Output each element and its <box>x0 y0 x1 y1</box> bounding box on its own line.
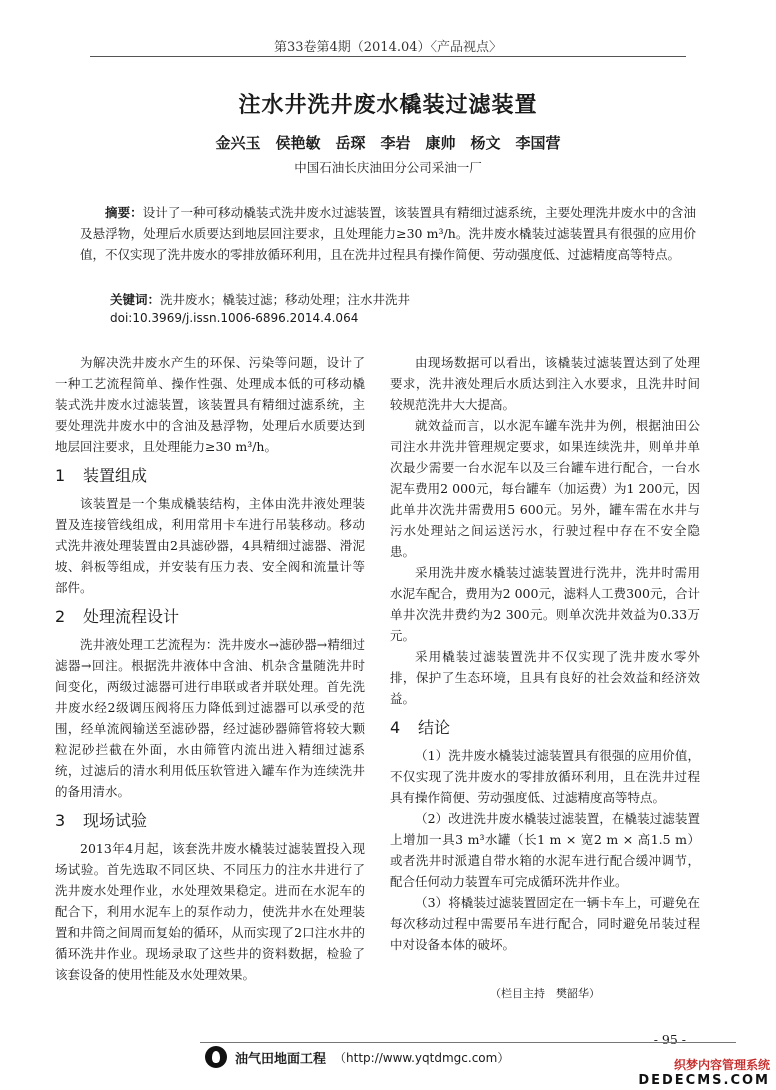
section-4-title: 结论 <box>418 718 451 737</box>
section-3-number: 3 <box>55 811 66 830</box>
section-3-paragraph: 2013年4月起，该套洗井废水橇装过滤装置投入现场试验。首先选取不同区块、不同压力的注水井进行了洗井废水处理作业，水处理效果稳定。进而在水泥车的配合下，利用水泥车上的泵作动力，使洗井水在处理装置和井筒之间周而复始的循环，从而实现了2口注水井的循环洗井作业。现场录取了这些井的资料数据，检验了该套设备的使用性能及水处理效果。 <box>55 841 365 982</box>
journal-logo-icon <box>205 1046 227 1068</box>
section-2-number: 2 <box>55 607 66 626</box>
column-editor: （栏目主持 樊韶华） <box>490 987 600 1000</box>
benefit-paragraph-3: 采用橇装过滤装置洗井不仅实现了洗井废水零外排，保护了生态环境，且具有良好的社会效益和经济效益。 <box>390 649 700 706</box>
section-1-title: 装置组成 <box>83 466 148 485</box>
section-2-heading <box>55 606 365 628</box>
journal-url: （http://www.yqtdmgc.com） <box>334 1050 510 1065</box>
section-1-number: 1 <box>55 466 66 485</box>
section-2-title: 处理流程设计 <box>83 607 180 626</box>
doi: doi:10.3969/j.issn.1006-6896.2014.4.064 <box>110 311 359 325</box>
intro-paragraph: 为解决洗井废水产生的环保、污染等问题，设计了一种工艺流程简单、操作性强、处理成本低的可移动橇装式洗井废水过滤装置，该装置具有精细过滤系统，主要处理洗井废水中的含油及悬浮物，处理后水质要达到地层回注要求，且处理能力≥30 m³/h。 <box>55 355 365 454</box>
keywords-text: 洗井废水；橇装过滤；移动处理；注水井洗井 <box>160 292 411 307</box>
abstract-text: 设计了一种可移动橇装式洗井废水过滤装置，该装置具有精细过滤系统，主要处理洗井废水中的含油及悬浮物，处理后水质要达到地层回注要求，且处理能力≥30 m³/h。洗井废水橇装过滤装置具有很强的应用价值，不仅实现了洗井废水的零排放循环利用，且在洗井过程具有操作简便、劳动强度低、过滤精度高等特点。 <box>80 205 696 262</box>
section-3-heading <box>55 810 365 832</box>
section-3-title: 现场试验 <box>83 811 148 830</box>
affiliation: 中国石油长庆油田分公司采油一厂 <box>294 160 482 175</box>
benefit-paragraph-1: 就效益而言，以水泥车罐车洗井为例，根据油田公司注水井洗井管理规定要求，如果连续洗井，则单井单次最少需要一台水泥车以及三台罐车进行配合，一台水泥车费用2 000元，每台罐车（加运费）为1 200元，因此单井次洗井需费用5 600元。另外，罐车需在水井与污水处理站之间运送污水，行驶过程中存在不安全隐患。 <box>390 418 700 559</box>
right-column <box>390 352 700 1004</box>
footer <box>205 1046 509 1068</box>
results-paragraph: 由现场数据可以看出，该橇装过滤装置达到了处理要求，洗井液处理后水质达到注入水要求，且洗井时间较规范洗井大大提高。 <box>390 355 700 412</box>
page-number: - 95 - <box>653 1032 686 1047</box>
left-column <box>55 352 365 985</box>
conclusion-1: （1）洗井废水橇装过滤装置具有很强的应用价值，不仅实现了洗井废水的零排放循环利用，且在洗井过程具有操作简便、劳动强度低、过滤精度高等特点。 <box>390 748 700 805</box>
watermark <box>638 1056 770 1088</box>
header-rule <box>90 56 686 57</box>
section-4-heading <box>390 717 700 739</box>
section-1-paragraph: 该装置是一个集成橇装结构，主体由洗井液处理装置及连接管线组成，利用常用卡车进行吊装移动。移动式洗井液处理装置由2具滤砂器，4具精细过滤器、滑泥坡、斜板等组成，并安装有压力表、安全阀和流量计等部件。 <box>55 496 365 595</box>
footer-rule <box>200 1042 736 1043</box>
running-head: 第33卷第4期（2014.04）〈产品视点〉 <box>273 40 503 55</box>
abstract-label: 摘要： <box>105 205 143 220</box>
watermark-line-2: DEDECMS.COM <box>638 1073 770 1088</box>
section-2-paragraph: 洗井液处理工艺流程为：洗井废水→滤砂器→精细过滤器→回注。根据洗井液体中含油、机杂含量随洗井时间变化，两级过滤器可进行串联或者并联处理。首先洗井废水经2级调压阀将压力降低到过滤器可以承受的范围，经单流阀输送至滤砂器，经过滤砂器筛管将较大颗粒泥砂拦截在外面，水由筛管内流出进入精细过滤系统，过滤后的清水利用低压软管进入罐车作为连续洗井的备用清水。 <box>55 637 365 799</box>
keywords-label: 关键词： <box>110 292 161 307</box>
conclusion-2: （2）改进洗井废水橇装过滤装置，在橇装过滤装置上增加一具3 m³水罐（长1 m × 宽2 m × 高1.5 m）或者洗井时派遣自带水箱的水泥车进行配合缓冲调节，配合任何动力装置车可完成循环洗井作业。 <box>390 811 700 889</box>
section-4-number: 4 <box>390 718 401 737</box>
journal-name: 油气田地面工程 <box>235 1051 327 1067</box>
watermark-line-1: 织梦内容管理系统 <box>673 1058 770 1072</box>
authors: 金兴玉 侯艳敏 岳琛 李岩 康帅 杨文 李国营 <box>215 134 561 152</box>
benefit-paragraph-2: 采用洗井废水橇装过滤装置进行洗井，洗井时需用水泥车配合，费用为2 000元，滤料人工费300元，合计单井次洗井费约为2 300元。则单次洗井效益为0.33万元。 <box>390 565 700 643</box>
section-1-heading <box>55 465 365 487</box>
abstract <box>80 202 696 265</box>
keywords <box>110 290 410 308</box>
conclusion-3: （3）将橇装过滤装置固定在一辆卡车上，可避免在每次移动过程中需要吊车进行配合，同时避免吊装过程中对设备本体的破坏。 <box>390 895 700 952</box>
article-title: 注水井洗井废水橇装过滤装置 <box>238 93 538 118</box>
